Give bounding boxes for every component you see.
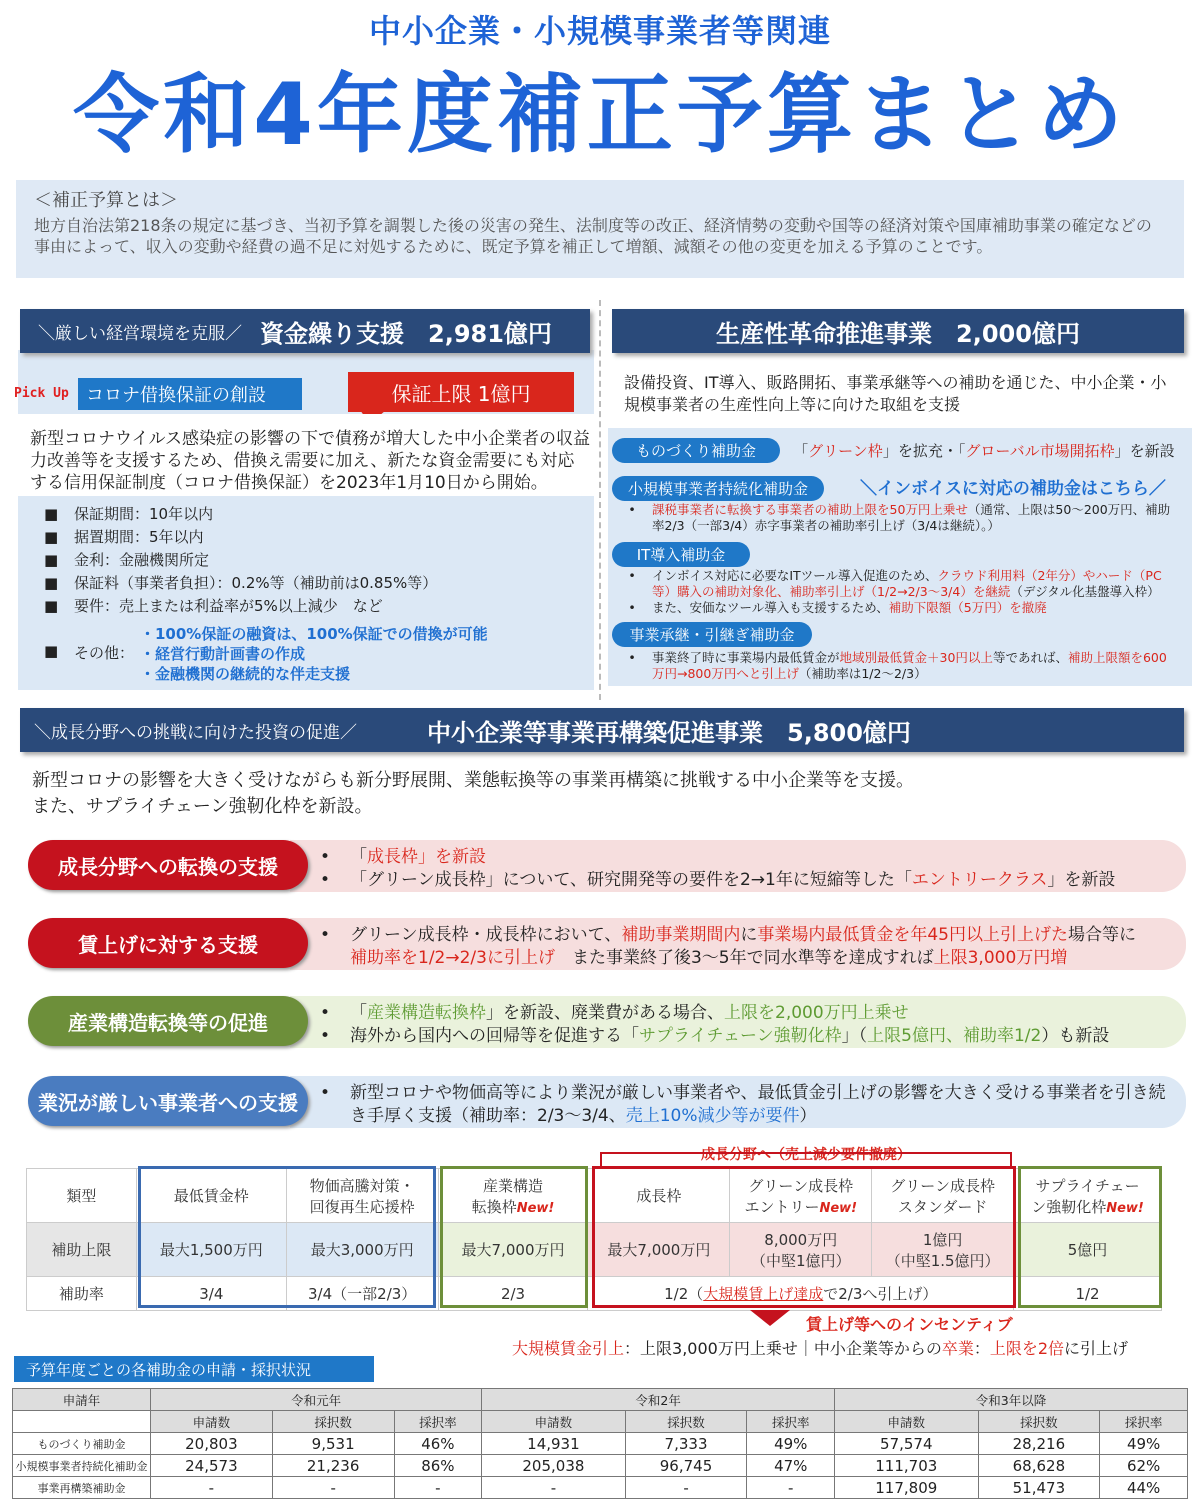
jizoku-label: 小規模事業者持続化補助金 — [612, 476, 824, 501]
it-list — [612, 568, 1174, 616]
cashflow-subtitle: コロナ借換保証の創設 — [78, 378, 302, 410]
list-item: ■ 据置期間：5年以内 — [44, 528, 204, 546]
jizoku-row — [612, 476, 824, 501]
cashflow-other: ■ その他： — [44, 642, 135, 662]
cashflow-desc: 新型コロナウイルス感染症の影響の下で債務が増大した中小企業者の収益力改善等を支援するため、借換え需要に加え、新たな資金需要にも対応する信用保証制度（コロナ借換保証）を2023年1月10日から開始。 — [30, 429, 590, 493]
incentive-label: 賃上げ等へのインセンティブ — [806, 1315, 1013, 1334]
wage-band: • グリーン成長枠・成長枠において、補助事業期間内に事業場内最低賃金を年45円以上引上げた場合等に 補助率を1/2→2/3に引上げ また事業終了後3～5年で同水準等を達成すれば上限3,000万円増 — [290, 918, 1186, 970]
incentive-footnote: 大規模賃金引上：上限3,000万円上乗せ｜中小企業等からの卒業：上限を2倍に引上げ — [512, 1339, 1129, 1358]
stats-title: 予算年度ごとの各補助金の申請・採択状況 — [14, 1356, 374, 1382]
shokei-row — [612, 622, 812, 647]
page-subtitle: 中小企業・小規模事業者等関連 — [368, 12, 831, 50]
jizoku-list — [612, 502, 1172, 534]
table-row: 小規模事業者持続化補助金 24,573 21,236 86% 205,038 96,745 47% 111,703 68,628 62% — [13, 1455, 1188, 1477]
mono-text: 「グリーン枠」を拡充・「グローバル市場開拓枠」を新設 — [793, 442, 1175, 460]
list-item: • また、安価なツール導入も支援するため、補助下限額（5万円）を撤廃 — [628, 600, 1047, 615]
mono-label: ものづくり補助金 — [612, 438, 780, 463]
blue-frame — [138, 1166, 436, 1308]
it-label: IT導入補助金 — [612, 542, 750, 567]
invoice-banner: ＼インボイスに対応の補助金はこちら／ — [860, 479, 1166, 499]
cashflow-bar — [20, 309, 590, 353]
table-row: 事業再構築補助金 - - - - - - 117,809 51,473 44% — [13, 1477, 1188, 1499]
mono-row — [612, 438, 1175, 463]
list-item: ■ 保証料（事業者負担）：0.2%等（補助前は0.85%等） — [44, 574, 438, 592]
red-frame — [592, 1166, 1016, 1308]
page-title: 令和4年度補正予算まとめ — [73, 65, 1127, 165]
list-item: ■ 要件：売上または利益率が5%以上減少 など — [44, 597, 383, 615]
pickup-tag: Pick Up — [14, 386, 69, 401]
green-frame-2 — [1018, 1166, 1162, 1308]
frame-table: 類型 最低賃金枠 物価高騰対策・ 回復再生応援枠 産業構造 転換枠New! 成長枠 グリーン成長枠 エントリーNew! グリーン成長枠 スタンダード サプライチェー ン強靭化枠New! 補助上限 最大1,500万円 最大3,000万円 最大7,000万円 最大7,000万円 8,000万円 （中堅1億円） 1億円 （中堅1.5億円） 5億円 補助率 3/4 3/4（一部2/3） 2/3 1/2（大規模賃上げ達成で2/3へ引上げ） 1/2 — [26, 1168, 1162, 1311]
intro-text: 地方自治法第218条の規定に基づき、当初予算を調製した後の災害の発生、法制度等の改正、経済情勢の変動や国等の経済対策や国庫補助事業の確定などの事由によって、収入の変動や経費の過不足に対処するために、既定予算を補正して増額、減額その他の変更を加える予算のことです。 — [34, 216, 1152, 256]
restructure-bar — [20, 708, 1184, 752]
other-label: その他： — [74, 644, 135, 662]
list-item: ■ 保証期間：10年以内 — [44, 505, 214, 523]
list-item: • 事業終了時に事業場内最低賃金が地域別最低賃金＋30円以上等であれば、補助上限額を600万円→800万円へと引上げ（補助率は1/2～2/3） — [628, 650, 1167, 681]
incentive-arrow — [750, 1310, 790, 1326]
list-item: • 課税事業者に転換する事業者の補助上限を50万円上乗せ（通常、上限は50～200万円、補助率2/3（一部3/4）赤字事業者の補助率引上げ（3/4は継続）。） — [628, 502, 1171, 533]
shokei-label: 事業承継・引継ぎ補助金 — [612, 622, 812, 647]
table-row: ものづくり補助金 20,803 9,531 46% 14,931 7,333 49% 57,574 28,216 49% — [13, 1433, 1188, 1455]
growth-band: • 「 成長枠 」を新設 • 「グリーン成長枠」について、研究開発等の要件を2→1年に短縮等した「エントリークラス」を新設 — [290, 840, 1186, 892]
productivity-desc: 設備投資、IT導入、販路開拓、事業承継等への補助を通じた、中小企業・小規模事業者の生産性向上等に向けた取組を支援 — [624, 373, 1167, 414]
productivity-bar — [612, 309, 1184, 353]
list-item: ■ 金利：金融機関所定 — [44, 551, 210, 569]
structure-band: • 「産業構造転換枠」を新設、廃業費がある場合、上限を2,000万円上乗せ • 海外から国内への回帰等を促進する「サプライチェーン強靭化枠」（上限5億円、補助率1/2）も新設 — [290, 996, 1186, 1048]
growth-bracket — [600, 1152, 1012, 1166]
structure-label: 産業構造転換等の促進 — [28, 996, 308, 1046]
restructure-bar-tagline: ＼成長分野への挑戦に向けた投資の促進／ — [34, 722, 357, 743]
restructure-desc: 新型コロナの影響を大きく受けながらも新分野展開、業態転換等の事業再構築に挑戦する中小企業等を支援。 また、サプライチェーン強靭化枠を新設。 — [32, 770, 914, 817]
growth-label: 成長分野への転換の支援 — [28, 840, 308, 890]
shokei-list — [612, 650, 1174, 682]
wage-label: 賃上げに対する支援 — [28, 918, 308, 968]
tough-band: • 新型コロナや物価高等により業況が厳しい事業者や、最低賃金引上げの影響を大きく受ける事業者を引き続き手厚く支援（補助率：2/3～3/4、売上10%減少等が要件） — [290, 1076, 1186, 1128]
cashflow-bar-title: 資金繰り支援 2,981億円 — [260, 319, 552, 348]
list-item: • インボイス対応に必要なITツール導入促進のため、クラウド利用料（2年分）やハード（PC等）購入の補助対象化、補助率引上げ（1/2→2/3～3/4）を継続（デジタル化基盤導入枠） — [628, 568, 1162, 599]
growth-banner: 成長分野へ（売上減少要件撤廃） — [701, 1147, 911, 1163]
guarantee-limit-badge: 保証上限 1億円 — [348, 372, 574, 412]
green-frame-1 — [440, 1166, 588, 1308]
intro-box — [16, 180, 1184, 278]
cashflow-other-list: ・100%保証の融資は、100%保証での借換が可能 ・経営行動計画書の作成 ・金融機関の継続的な伴走支援 — [140, 625, 488, 683]
tough-label: 業況が厳しい事業者への支援 — [28, 1076, 308, 1126]
column-divider — [599, 300, 601, 700]
productivity-bar-title: 生産性革命推進事業 2,000億円 — [716, 319, 1080, 348]
intro-heading: ＜補正予算とは＞ — [34, 190, 178, 211]
it-row — [612, 542, 750, 567]
stats-table: 申請年 令和元年 令和2年 令和3年以降 申請数 採択数 採択率 申請数 採択数 採択率 申請数 採択数 採択率 ものづくり補助金 20,803 9,531 46% 14,931 7,333 49% 57,574 28,216 49% 小規模事業者持続化補助金 24,573 21,236 86% 205,038 96,745 47% 111,703 68,628 62% 事業再構築補助金 - - - - - - 117,809 51,473 44% — [12, 1388, 1188, 1499]
restructure-bar-title: 中小企業等事業再構築促進事業 5,800億円 — [427, 718, 911, 747]
cashflow-items — [44, 503, 584, 618]
cashflow-bar-tagline: ＼厳しい経営環境を克服／ — [38, 323, 242, 344]
